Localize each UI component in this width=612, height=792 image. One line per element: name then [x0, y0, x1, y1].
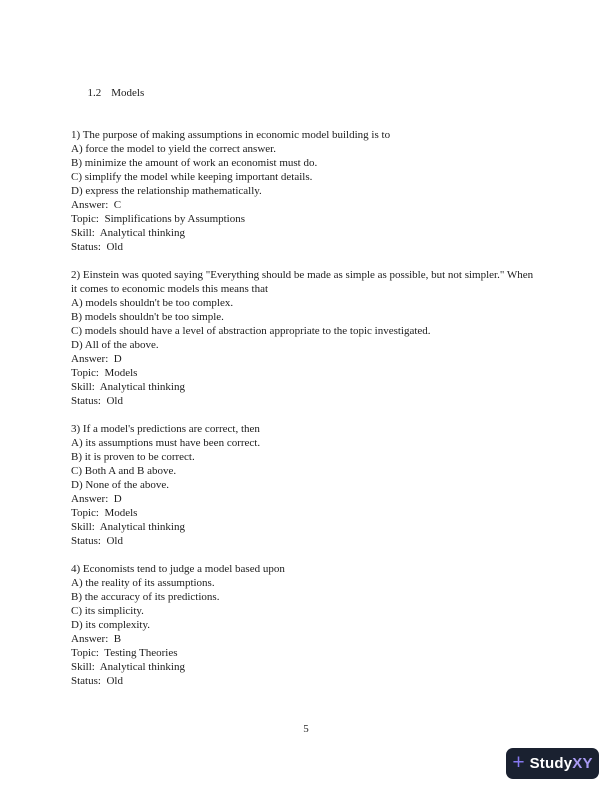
choice-c: C) simplify the model while keeping important details. [71, 171, 313, 183]
topic-line: Topic: Models [71, 507, 138, 519]
skill-line: Skill: Analytical thinking [71, 227, 185, 239]
choice-d: D) express the relationship mathematically. [71, 185, 262, 197]
question-block-2 [71, 268, 541, 408]
brand-badge [506, 748, 599, 779]
skill-line: Skill: Analytical thinking [71, 521, 185, 533]
topic-line: Topic: Testing Theories [71, 647, 178, 659]
question-block-3 [71, 422, 541, 548]
choice-c: C) Both A and B above. [71, 465, 177, 477]
choice-c: C) models should have a level of abstraction appropriate to the topic investigated. [71, 325, 431, 337]
choice-d: D) its complexity. [71, 619, 151, 631]
question-stem: 3) If a model's predictions are correct, then [71, 423, 260, 435]
skill-line: Skill: Analytical thinking [71, 661, 185, 673]
choice-a: A) models shouldn't be too complex. [71, 297, 234, 309]
choice-b: B) minimize the amount of work an economist must do. [71, 157, 318, 169]
brand-logo-text [529, 754, 593, 772]
section-number: 1.2 [87, 87, 102, 99]
topic-line: Topic: Simplifications by Assumptions [71, 213, 246, 225]
question-block-4 [71, 562, 541, 688]
plus-icon: + [512, 751, 525, 774]
choice-a: A) its assumptions must have been correct. [71, 437, 261, 449]
question-stem: 2) Einstein was quoted saying "Everything should be made as simple as possible, but not simpler." When it comes to economic models this means that [71, 269, 536, 295]
choice-a: A) force the model to yield the correct answer. [71, 143, 276, 155]
choice-b: B) the accuracy of its predictions. [71, 591, 220, 603]
brand-name-primary: Study [529, 754, 573, 772]
status-line: Status: Old [71, 241, 123, 253]
brand-name-secondary: XY [572, 754, 593, 772]
question-stem: 4) Economists tend to judge a model based upon [71, 563, 285, 575]
choice-b: B) models shouldn't be too simple. [71, 311, 224, 323]
status-line: Status: Old [71, 535, 123, 547]
page-content [71, 72, 541, 702]
skill-line: Skill: Analytical thinking [71, 381, 185, 393]
choice-d: D) All of the above. [71, 339, 159, 351]
answer-line: Answer: C [71, 199, 122, 211]
question-stem: 1) The purpose of making assumptions in economic model building is to [71, 129, 391, 141]
choice-a: A) the reality of its assumptions. [71, 577, 215, 589]
section-title: Models [111, 87, 145, 99]
answer-line: Answer: D [71, 493, 122, 505]
status-line: Status: Old [71, 395, 123, 407]
page-number: 5 [303, 723, 309, 735]
question-block-1 [71, 128, 541, 254]
topic-line: Topic: Models [71, 367, 138, 379]
answer-line: Answer: B [71, 633, 122, 645]
choice-c: C) its simplicity. [71, 605, 144, 617]
section-heading [71, 72, 541, 114]
answer-line: Answer: D [71, 353, 122, 365]
status-line: Status: Old [71, 675, 123, 687]
choice-d: D) None of the above. [71, 479, 170, 491]
choice-b: B) it is proven to be correct. [71, 451, 195, 463]
